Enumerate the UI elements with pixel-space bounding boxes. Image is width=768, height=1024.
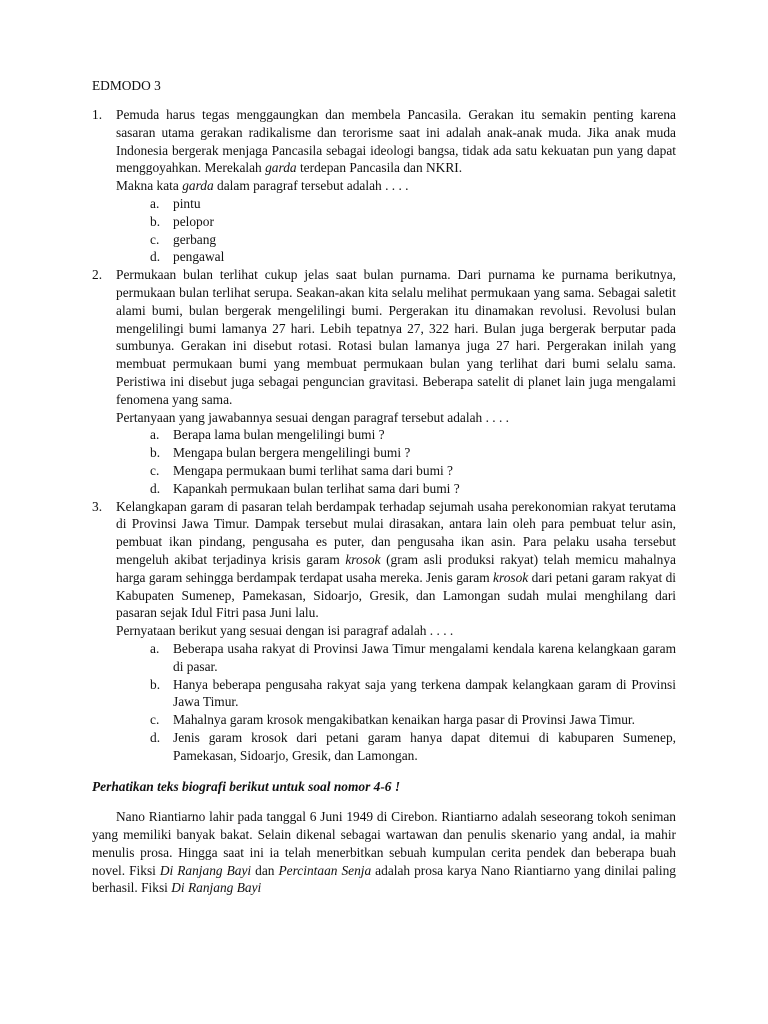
text-run: Makna kata: [116, 178, 183, 194]
option-text: pintu: [173, 195, 201, 211]
question-prompt: [116, 409, 676, 427]
italic-term: garda: [182, 178, 214, 194]
answer-option: [116, 231, 676, 249]
option-list: [116, 426, 676, 497]
text-run: Pertanyaan yang jawabannya sesuai dengan paragraf tersebut adalah . . . .: [116, 409, 509, 425]
text-run: dalam paragraf tersebut adalah . . . .: [213, 178, 409, 194]
question-prompt: [116, 177, 676, 195]
text-run: Kelangkapan garam di pasaran telah berdampak terhadap sejumah usaha perekonomian rakyat terutama di Provinsi Jawa Timur. Dampak tersebut mulai dirasakan, antara lain oleh para pembuat telur asin, pembuat ikan pindang, pengusaha es puter, dan pengusaha ikan asin. Para pelaku usaha tersebut mengeluh akibat terjadinya krisis garam: [116, 498, 676, 567]
answer-option: [116, 729, 676, 765]
answer-option: [116, 640, 676, 676]
option-text: Berapa lama bulan mengelilingi bumi ?: [173, 427, 385, 443]
biography-paragraph: [92, 808, 676, 897]
option-letter: b.: [150, 445, 161, 461]
question-paragraph: [116, 106, 676, 177]
document-body: [92, 106, 676, 897]
text-run: adalah prosa karya Nano Riantiarno yang dinilai paling berhasil. Fiksi: [92, 862, 676, 896]
question-list: [92, 106, 676, 764]
option-text: Mahalnya garam krosok mengakibatkan kenaikan harga pasar di Provinsi Jawa Timur.: [173, 712, 636, 728]
italic-term: krosok: [345, 551, 381, 567]
italic-term: Percintaan Senja: [278, 862, 372, 878]
option-letter: c.: [150, 712, 160, 728]
option-text: pelopor: [173, 213, 214, 229]
text-run: dan: [251, 862, 279, 878]
answer-option: [116, 195, 676, 213]
answer-option: [116, 248, 676, 266]
question-paragraph: [116, 266, 676, 408]
question-number: 1.: [92, 107, 103, 122]
biography-instruction: Perhatikan teks biografi berikut untuk soal nomor 4-6 !: [92, 779, 401, 795]
option-letter: c.: [150, 231, 160, 247]
option-letter: a.: [150, 195, 160, 211]
text-run: Pernyataan berikut yang sesuai dengan isi paragraf adalah . . . .: [116, 623, 454, 639]
option-letter: a.: [150, 640, 160, 656]
document-title: EDMODO 3: [92, 78, 161, 93]
text-run: terdepan Pancasila dan NKRI.: [296, 160, 463, 176]
option-letter: b.: [150, 676, 161, 692]
option-list: [116, 195, 676, 266]
text-run: dari petani garam rakyat di Kabupaten Sumenep, Pamekasan, Sidoarjo, Gresik, dan Lamongan sudah mulai menghilang dari pasaran sejak Idul Fitri pasa Juni lalu.: [116, 569, 677, 621]
option-text: pengawal: [173, 249, 225, 265]
italic-term: krosok: [493, 569, 529, 585]
answer-option: [116, 676, 676, 712]
option-text: gerbang: [173, 231, 217, 247]
option-letter: d.: [150, 729, 161, 745]
italic-term: garda: [265, 160, 297, 176]
option-text: Hanya beberapa pengusaha rakyat saja yang terkena dampak kelangkaan garam di Provinsi Jawa Timur.: [173, 676, 676, 710]
question-item: [92, 106, 676, 266]
option-letter: d.: [150, 480, 161, 496]
option-letter: d.: [150, 249, 161, 265]
answer-option: [116, 462, 676, 480]
text-run: Permukaan bulan terlihat cukup jelas saat bulan purnama. Dari purnama ke purnama berikutnya, permukaan bulan terlihat serupa. Seakan-akan kita selalu melihat permukaan yang sama. Sebagai saletit alami bumi, bulan bergerak mengelilingi bumi. Pergerakan itu dinamakan revolusi. Revolusi bulan mengelilingi bumi lamanya 27 hari. Lebih tepatnya 27, 322 hari. Bulan juga bergerak berputar pada sumbunya. Gerakan ini disebut rotasi. Rotasi bulan lamanya juga 27 hari. Pergerakan inilah yang membuat permukaan bumi yang membuat permukaan bulan yang terlihat dari bumi selalu sama. Peristiwa ini disebut juga sebagai penguncian gravitasi. Beberapa satelit di planet lain juga mengalami fenomena yang sama.: [116, 267, 676, 407]
option-letter: b.: [150, 213, 161, 229]
answer-option: [116, 480, 676, 498]
option-text: Beberapa usaha rakyat di Provinsi Jawa Timur mengalami kendala karena kelangkaan garam di pasar.: [173, 640, 676, 674]
option-text: Jenis garam krosok dari petani garam hanya dapat ditemui di kabuparen Sumenep, Pamekasan, Sidoarjo, Gresik, dan Lamongan.: [173, 729, 676, 763]
question-number: 2.: [92, 267, 103, 283]
question-item: [92, 266, 676, 497]
answer-option: [116, 711, 676, 729]
text-run: (gram asli produksi rakyat) telah memicu mahalnya harga garam sehingga berdampak terdapat usaha mereka. Jenis garam: [116, 551, 676, 585]
text-run: Pemuda harus tegas menggaungkan dan membela Pancasila. Gerakan itu semakin penting karena sasaran utama gerakan radikalisme dan terorisme saat ini adalah anak-anak muda. Jika anak muda Indonesia bergerak menjaga Pancasila sebagai ideologi bangsa, tidak ada satu kekuatan pun yang dapat menggoyahkan. Merekalah: [116, 107, 676, 176]
italic-term: Di Ranjang Bayi: [159, 862, 252, 878]
question-prompt: [116, 622, 676, 640]
question-number: 3.: [92, 498, 103, 514]
option-list: [116, 640, 676, 765]
option-text: Mengapa bulan bergera mengelilingi bumi ?: [173, 445, 411, 461]
option-text: Mengapa permukaan bumi terlihat sama dari bumi ?: [173, 462, 453, 478]
option-letter: c.: [150, 462, 160, 478]
answer-option: [116, 213, 676, 231]
italic-term: Di Ranjang Bayi: [171, 880, 262, 896]
option-text: Kapankah permukaan bulan terlihat sama dari bumi ?: [173, 480, 460, 496]
question-paragraph: [116, 498, 676, 623]
answer-option: [116, 444, 676, 462]
answer-option: [116, 426, 676, 444]
text-run: Nano Riantiarno lahir pada tanggal 6 Juni 1949 di Cirebon. Riantiarno adalah seseorang tokoh seniman yang memiliki banyak bakat. Selain dikenal sebagai wartawan dan penulis skenario yang andal, ia mahir menulis prosa. Hingga saat ini ia telah menerbitkan sebuah kumpulan cerita pendek dan beberapa buah novel. Fiksi: [92, 809, 676, 878]
option-letter: a.: [150, 427, 160, 443]
question-item: [92, 498, 676, 765]
